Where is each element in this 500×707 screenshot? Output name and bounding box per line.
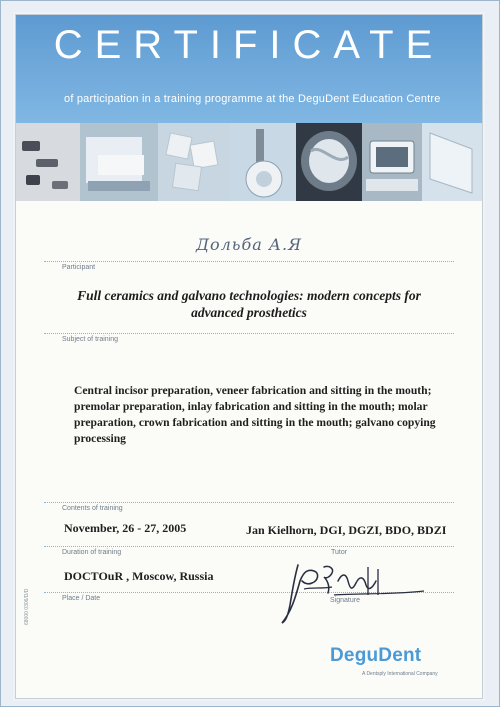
- certificate-subtitle: of participation in a training programme at the DeguDent Education Centre: [64, 93, 441, 105]
- certificate-header: [16, 15, 482, 123]
- handwritten-signature: [274, 555, 428, 629]
- lab-device-photo: [80, 123, 158, 201]
- subject-divider: [44, 333, 454, 334]
- degudent-logo: DeguDent: [330, 645, 422, 666]
- contents-of-training: Central incisor preparation, veneer fabrication and sitting in the mouth; premolar preparation, inlay fabrication and sitting in the mouth; molar preparation, crown fabrication and sitting in the mouth; galvano copying processing: [74, 384, 436, 445]
- signature-label: Signature: [330, 597, 360, 604]
- duration-divider: [44, 546, 454, 547]
- duration-label: Duration of training: [62, 549, 122, 556]
- galvano-bath-photo: [296, 123, 362, 201]
- certificate-page: [15, 14, 483, 699]
- tutor-label: Tutor: [331, 549, 348, 556]
- furnace-photo: [362, 123, 422, 201]
- participant-divider: [44, 261, 454, 262]
- product-photo: [422, 123, 482, 201]
- participant-name: Дольба А.Я: [195, 235, 303, 254]
- form-code: 68000 0306/D/D: [24, 588, 30, 625]
- training-place: DOCTOuR , Moscow, Russia: [64, 569, 214, 583]
- dental-tools-photo: [16, 123, 80, 201]
- contents-label: Contents of training: [62, 505, 123, 512]
- dental-machine-photo: [230, 123, 296, 201]
- training-duration: November, 26 - 27, 2005: [64, 521, 187, 535]
- dentsply-tagline: A Dentsply International Company: [362, 671, 438, 677]
- subject-label: Subject of training: [62, 336, 119, 343]
- place-label: Place / Date: [62, 595, 101, 602]
- subject-of-training: Full ceramics and galvano technologies: modern concepts for advanced prosthetics: [77, 288, 421, 320]
- photo-strip: [16, 123, 482, 201]
- certificate-title: CERTIFICATE: [53, 23, 445, 67]
- contents-divider: [44, 502, 454, 503]
- tutor-name: Jan Kielhorn, DGI, DGZI, BDO, BDZI: [246, 523, 447, 537]
- ceramic-samples-photo: [158, 123, 230, 201]
- participant-label: Participant: [62, 264, 96, 271]
